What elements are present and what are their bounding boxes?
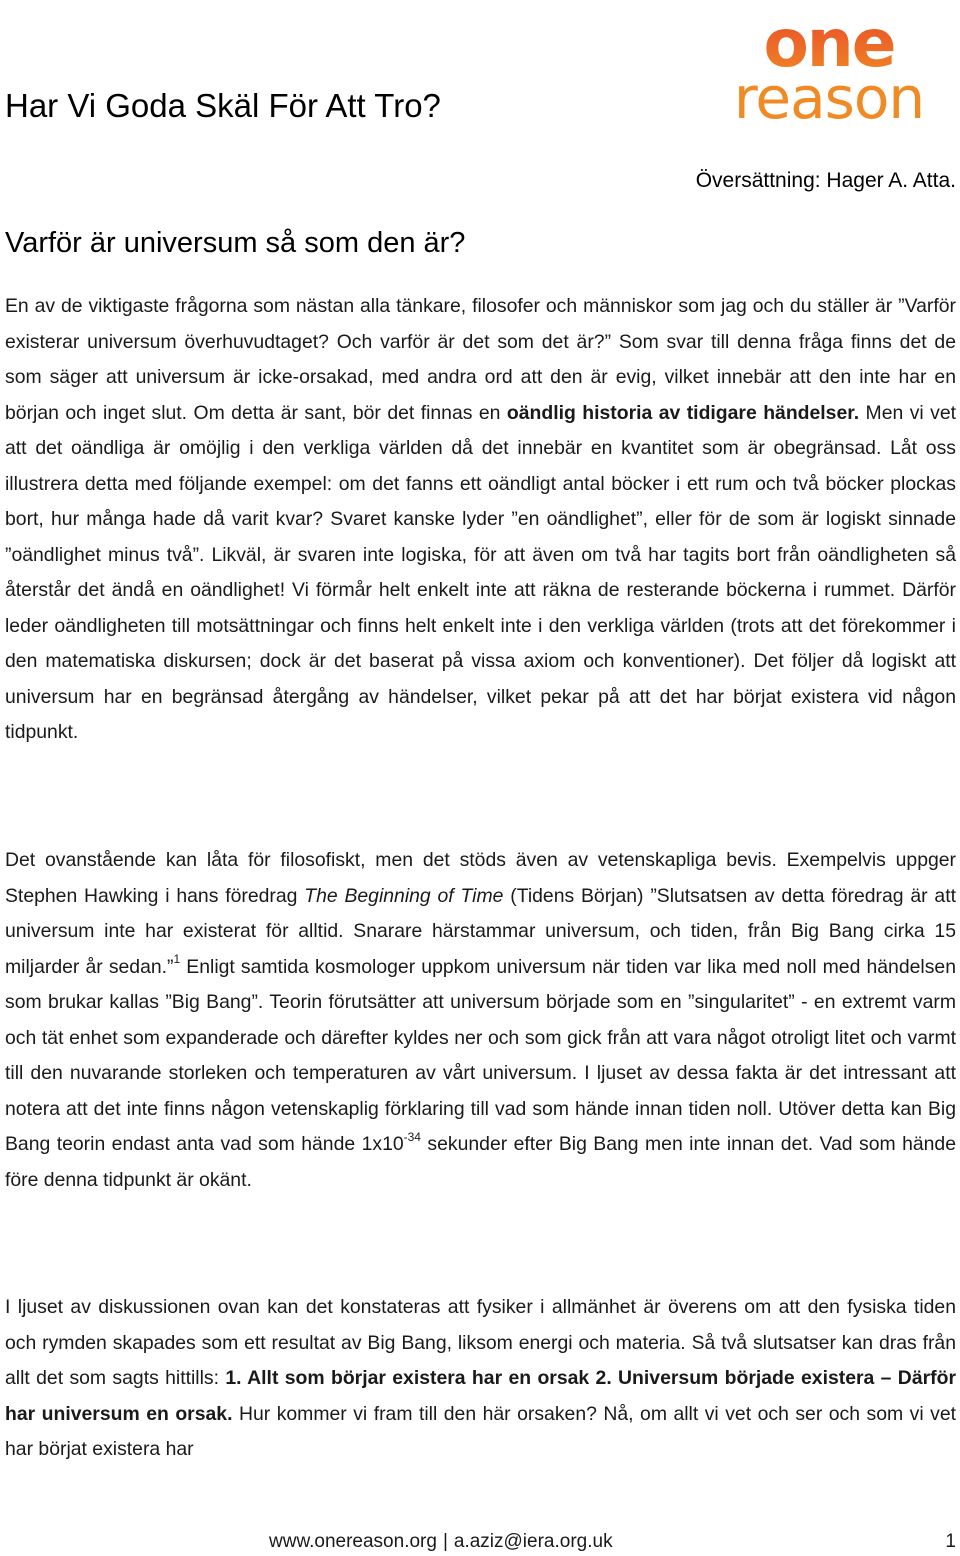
footer-contact <box>269 1528 613 1556</box>
bold-text: 1. Allt som börjar existera har en orsak 2. Universum började existera – Därför har universum en orsak. <box>5 1367 956 1425</box>
superscript: 1 <box>173 952 181 967</box>
text-run: Enligt samtida kosmologer uppkom universum när tiden var lika med noll med händelsen som brukar kallas ”Big Bang”. Teorin förutsätter att universum började som en ”singularitet” - en extremt varm och tät enhet som expanderade och därefter kyldes ner och som gick från att vara något otroligt litet och varmt till den nuvarande storleken och temperaturen av vårt universum. I ljuset av dessa fakta är det intressant att notera att det inte finns någon vetenskaplig förklaring till vad som hände innan tiden noll. Utöver detta kan Big Bang teorin endast anta vad som hände 1x10 <box>5 955 956 1155</box>
footer-email-link[interactable]: a.aziz@iera.org.uk <box>453 1531 613 1552</box>
text-run: Det ovanstående kan låta för filosofiskt, men det stöds även av vetenskapliga bevis. Exempelvis uppger Stephen Hawking i hans föredrag <box>5 849 956 907</box>
superscript: -34 <box>403 1129 421 1144</box>
bold-text: oändlig historia av tidigare händelser. <box>506 401 860 424</box>
text-run: En av de viktigaste frågorna som nästan alla tänkare, filosofer och människor som jag och du ställer är ”Varför existerar universum överhuvudtaget? Och varför är det som det är?” Som svar till denna fråga finns det de som säger att universum är icke-orsakad, med andra ord att den är evig, vilket innebär att den inte har en början och inget slut. Om detta är sant, bör det finnas en <box>5 295 956 424</box>
svg-text:one: one <box>763 5 895 82</box>
text-run: sekunder efter Big Bang men inte innan det. Vad som hände före denna tidpunkt är okänt. <box>5 1133 956 1191</box>
page-footer <box>0 1528 960 1556</box>
body-paragraph-2 <box>5 843 956 1198</box>
page-number: 1 <box>945 1531 956 1552</box>
text-run: I ljuset av diskussionen ovan kan det konstateras att fysiker i allmänhet är överens om att den fysiska tiden och rymden skapades som ett resultat av Big Bang, liksom energi och materia. Så två slutsatser kan dras från allt det som sagts hittills: <box>5 1296 956 1389</box>
text-run: (Tidens Början) ”Slutsatsen av detta föredrag är att universum inte har existerat för alltid. Snarare härstammar universum, och tiden, från Big Bang cirka 15 miljarder år sedan.” <box>5 884 956 978</box>
body-paragraph-1 <box>5 289 956 751</box>
body-paragraph-3 <box>5 1290 956 1468</box>
italic-title: The Beginning of Time <box>304 884 504 907</box>
text-run: Men vi vet att det oändliga är omöjlig i den verkliga världen då det innebär en kvantitet som är obegränsad. Låt oss illustrera detta med följande exempel: om det fanns ett oändligt antal böcker i ett rum och två böcker plockas bort, hur många hade då varit kvar? Svaret kanske lyder ”en oändlighet”, eller för de som är logiskt sinnade ”oändlighet minus två”. Likväl, är svaren inte logiska, för att även om två har tagits bort från oändligheten så återstår det ändå en oändlighet! Vi förmår helt enkelt inte att räkna de resterande böckerna i rummet. Därför leder oändligheten till motsättningar och finns helt enkelt inte i den verkliga världen (trots att det förekommer i den matematiska diskursen; dock är det baserat på vissa axiom och konventioner). Det följer då logiskt att universum har en begränsad återgång av händelser, vilket pekar på att det har börjat existera vid någon tidpunkt. <box>5 401 957 743</box>
one-reason-logo <box>700 4 958 124</box>
section-heading: Varför är universum så som den är? <box>5 227 466 259</box>
svg-text:reason: reason <box>733 64 925 124</box>
text-run: Hur kommer vi fram till den här orsaken? Nå, om allt vi vet och ser och som vi vet har börjat existera har <box>5 1402 956 1460</box>
document-title: Har Vi Goda Skäl För Att Tro? <box>5 87 441 124</box>
translator-credit: Översättning: Hager A. Atta. <box>695 169 956 192</box>
footer-separator: | <box>442 1531 448 1552</box>
footer-website-link[interactable]: www.onereason.org <box>269 1531 437 1552</box>
